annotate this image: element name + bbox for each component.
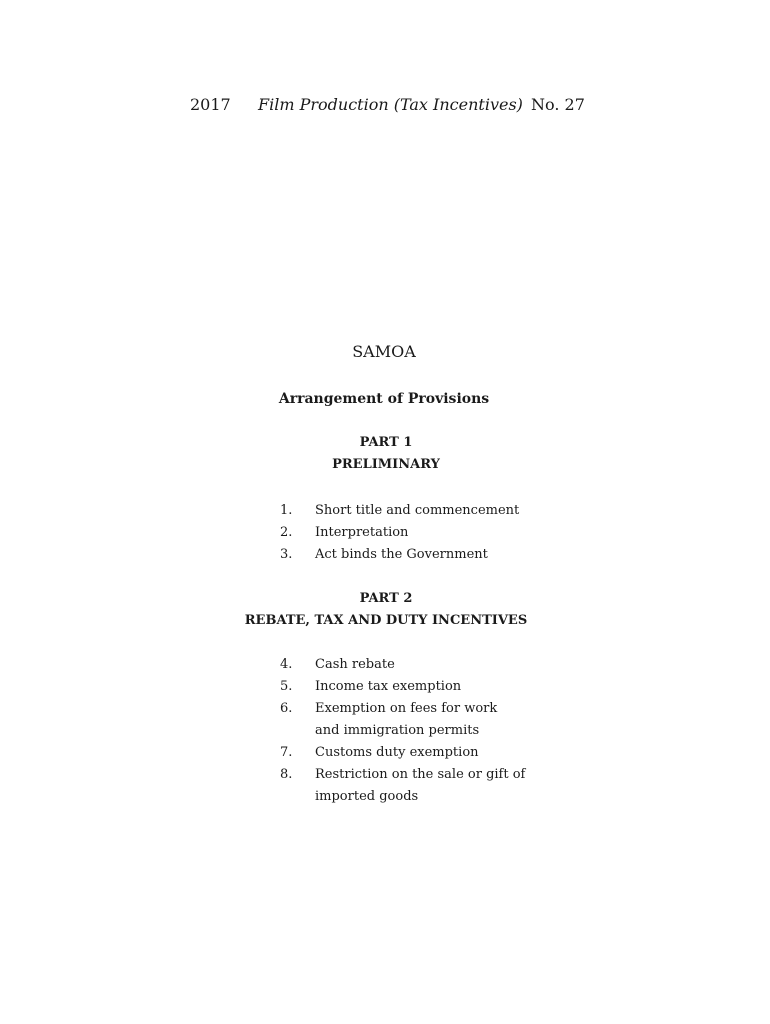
provision-title: Customs duty exemption — [315, 745, 479, 760]
provision-number: 1. — [280, 503, 293, 518]
part-2-title: REBATE, TAX AND DUTY INCENTIVES — [244, 613, 528, 628]
provision-title: Act binds the Government — [315, 547, 488, 562]
provision-title: Restriction on the sale or gift of imported goods — [315, 767, 526, 804]
provision-number: 6. — [280, 701, 293, 716]
header-title: Film Production (Tax Incentives) — [258, 95, 523, 114]
provision-title: Cash rebate — [315, 657, 395, 672]
provision-number: 8. — [280, 767, 293, 782]
part-1-label: PART 1 — [359, 435, 413, 450]
provision-title: Exemption on fees for work and immigration permits — [315, 701, 498, 738]
header-year: 2017 — [190, 95, 231, 114]
provision-title: Short title and commencement — [315, 503, 520, 518]
provision-number: 5. — [280, 679, 293, 694]
part-2-label: PART 2 — [359, 591, 413, 606]
provision-title: Income tax exemption — [315, 679, 462, 694]
part-1-title: PRELIMINARY — [332, 457, 440, 472]
arrangement-heading: Arrangement of Provisions — [278, 391, 490, 407]
header-act-number: No. 27 — [531, 95, 585, 114]
provision-number: 2. — [280, 525, 293, 540]
provision-number: 4. — [280, 657, 293, 672]
provision-number: 3. — [280, 547, 293, 562]
provision-title: Interpretation — [315, 525, 409, 540]
provision-number: 7. — [280, 745, 293, 760]
country-heading: SAMOA — [352, 342, 416, 361]
